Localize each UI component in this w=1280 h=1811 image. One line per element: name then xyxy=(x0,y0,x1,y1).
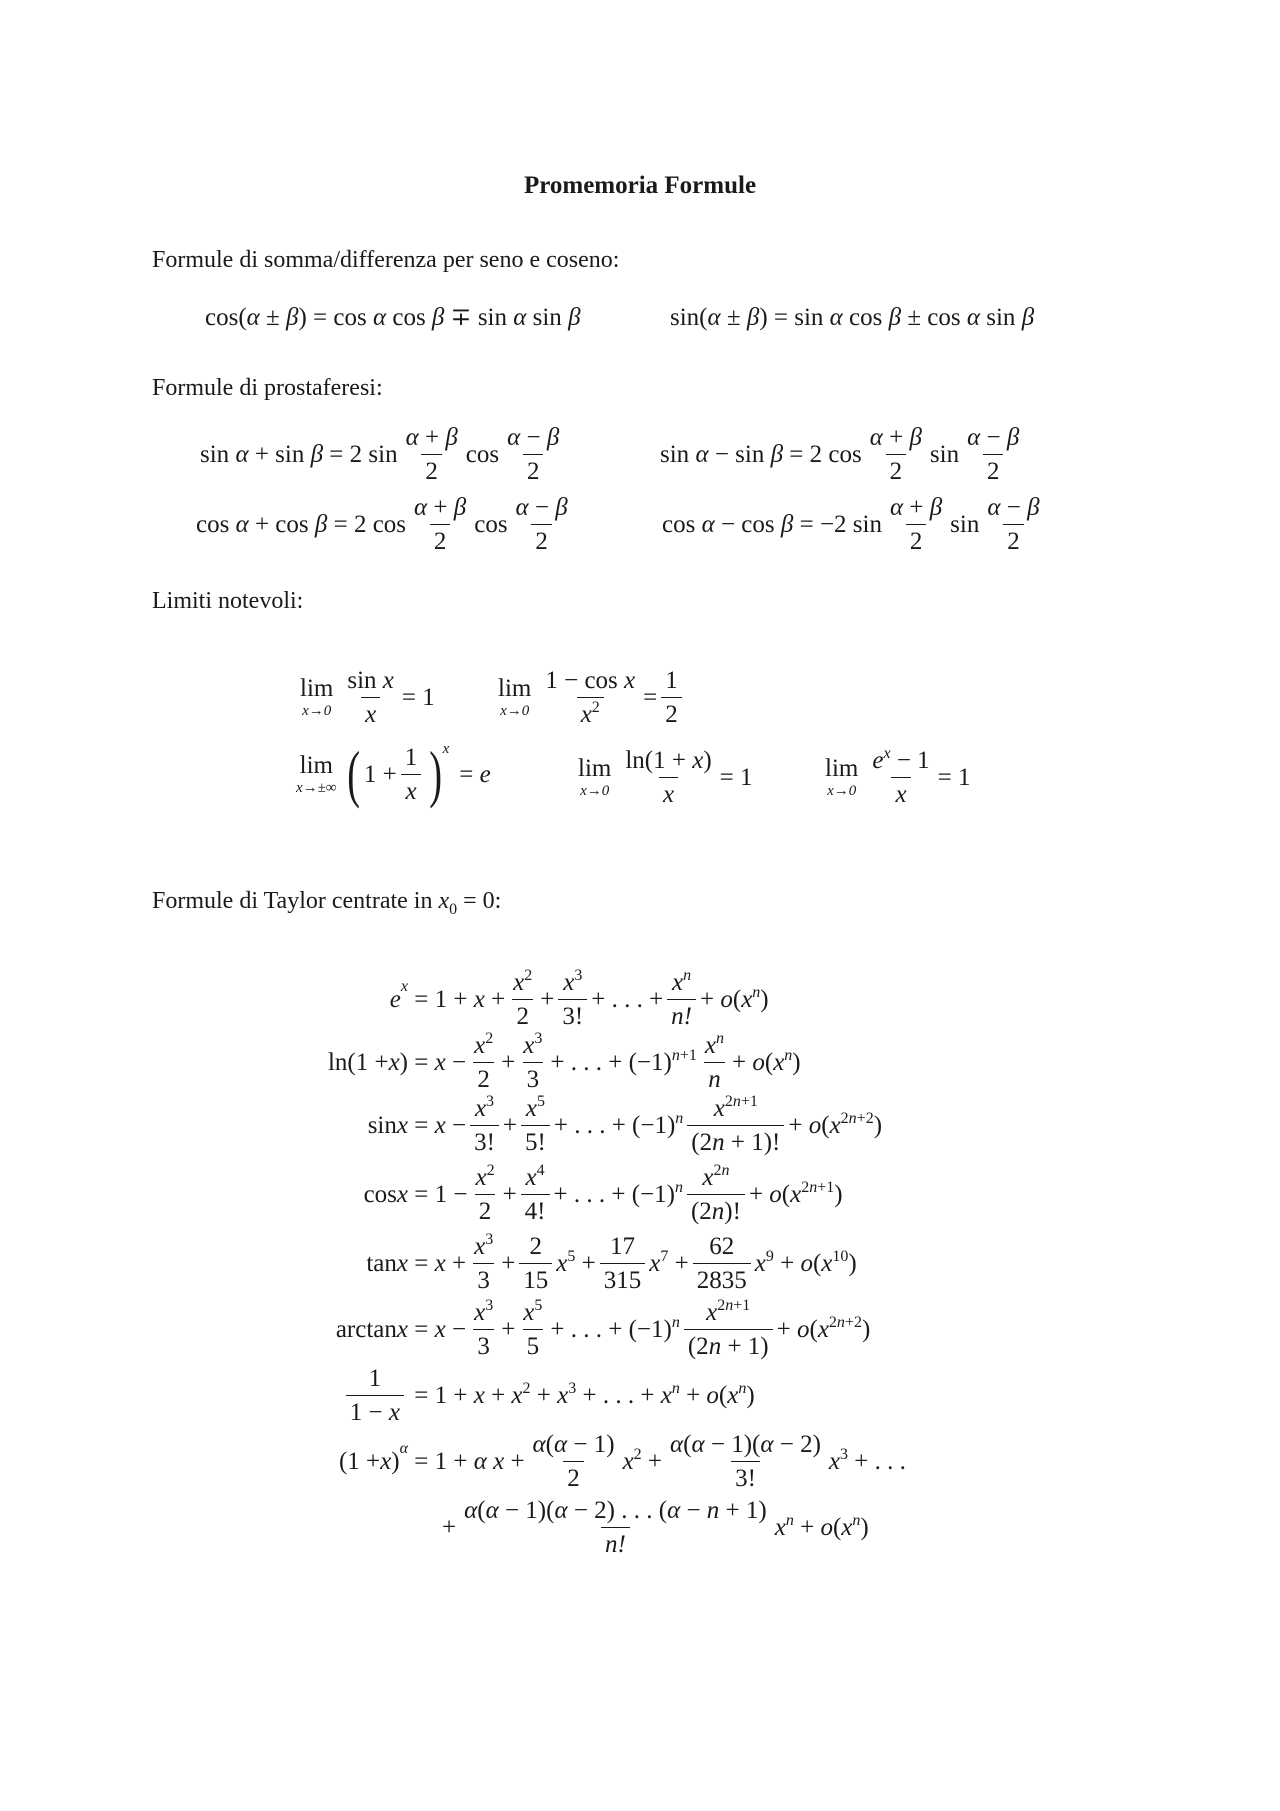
formula-taylor-tan: tan x = x + $\frac{x^3}{3}$ + $\frac{2}{15}$ $x^5$ + $\frac{17}{315}$ $x^7$ + $\frac{62}{2835}$ $x^9 + o(x^{10})$ xyxy=(366,1231,857,1294)
section-heading-taylor: Formule di Taylor centrate in $x_0 = 0$: xyxy=(152,888,502,918)
formula-taylor-cos: cos x = 1 − $\frac{x^2}{2}$ + $\frac{x^4}{4!}$ + . . . + $(-1)^n$ $\frac{x^{2n}}{(2n)!}$ + $o(x^{2n+1})$ xyxy=(363,1162,843,1225)
section-heading-prosthaphaeresis: Formule di prostaferesi: xyxy=(152,375,383,401)
section-heading-limits: Limiti notevoli: xyxy=(152,588,304,614)
page-title: Promemoria Formule xyxy=(523,172,757,199)
section-heading-sum-difference: Formule di somma/differenza per seno e coseno: xyxy=(152,247,620,273)
formula-lim-ln: lim x→0 $\frac{\ln(1 + x)}{x}$ = 1 xyxy=(578,747,753,808)
formula-taylor-binomial-line2: + $\frac{\alpha(\alpha - 1)(\alpha - 2) . . . (\alpha - n + 1)}{n!}$ $x^n + o(x^n)$ xyxy=(442,1497,869,1558)
formula-taylor-exp: e x = 1 + x + $\frac{x^2}{2}$ + $\frac{x^3}{3!}$ + . . . + $\frac{x^n}{n!}$ + $o(x^n)$ xyxy=(389,967,769,1030)
formula-taylor-binomial-line1: (1 + x ) α = 1 + α x + $\frac{\alpha(\alpha - 1)}{2}$ $x^2$ + $\frac{\alpha(\alpha - 1)(\alpha - 2)}{3!}$ $x^3$ + . . . xyxy=(338,1431,906,1492)
formula-sin-minus-sin: sin α − sin β = 2 cos $\frac{\alpha + \beta}{2}$ sin $\frac{\alpha - \beta}{2}$ xyxy=(660,424,1020,485)
formula-taylor-sin: sin x = x − $\frac{x^3}{3!}$ + $\frac{x^5}{5!}$ + . . . + $(-1)^n$ $\frac{x^{2n+1}}{(2n + 1)!}$ + $o(x^{2n+2})$ xyxy=(367,1093,883,1156)
formula-lim-sinx: lim x→0 $\frac{\text{sin x}}{x}$ = 1 xyxy=(300,667,435,728)
formula-sin-plus-sin: sin α + sin β = 2 sin $\frac{\alpha + \beta}{2}$ cos $\frac{\alpha - \beta}{2}$ xyxy=(200,424,560,485)
formula-sin-sum: sin(α ± β) = sin α cos β ± cos α sin β xyxy=(670,304,1035,331)
formula-taylor-geometric: $\frac{1}{1 - x}$ = $1 + x + x^2 + x^3$ + . . . + $x^n + o(x^n)$ xyxy=(158,1366,755,1425)
formula-taylor-ln: ln(1 + x ) = x − $\frac{x^2}{2}$ + $\frac{x^3}{3}$ + . . . + $(-1)^{n+1}$ $\frac{x^n}{n}$ + $o(x^n)$ xyxy=(327,1030,801,1093)
formula-cos-sum: cos(α ± β) = cos α cos β ∓ sin α sin β xyxy=(205,304,581,331)
formula-cos-minus-cos: cos α − cos β = −2 sin $\frac{\alpha + \beta}{2}$ sin $\frac{\alpha - \beta}{2}$ xyxy=(662,494,1040,555)
formula-lim-e: lim x→±∞ ( 1 + $\frac{1}{x}$ ) x = e xyxy=(296,738,491,809)
formula-taylor-arctan: arctan x = x − $\frac{x^3}{3}$ + $\frac{x^5}{5}$ + . . . + $(-1)^n$ $\frac{x^{2n+1}}{(2n + 1)}$ + $o(x^{2n+2})$ xyxy=(335,1297,871,1360)
formula-cos-plus-cos: cos α + cos β = 2 cos $\frac{\alpha + \beta}{2}$ cos $\frac{\alpha - \beta}{2}$ xyxy=(196,494,568,555)
formula-lim-one-minus-cos: lim x→0 $\frac{\text{1 − cos x}}{x^2}$ = $\frac{1}{2}$ xyxy=(498,668,686,727)
formula-lim-exp: lim x→0 $\frac{e^x - 1}{x}$ = 1 xyxy=(825,745,971,808)
